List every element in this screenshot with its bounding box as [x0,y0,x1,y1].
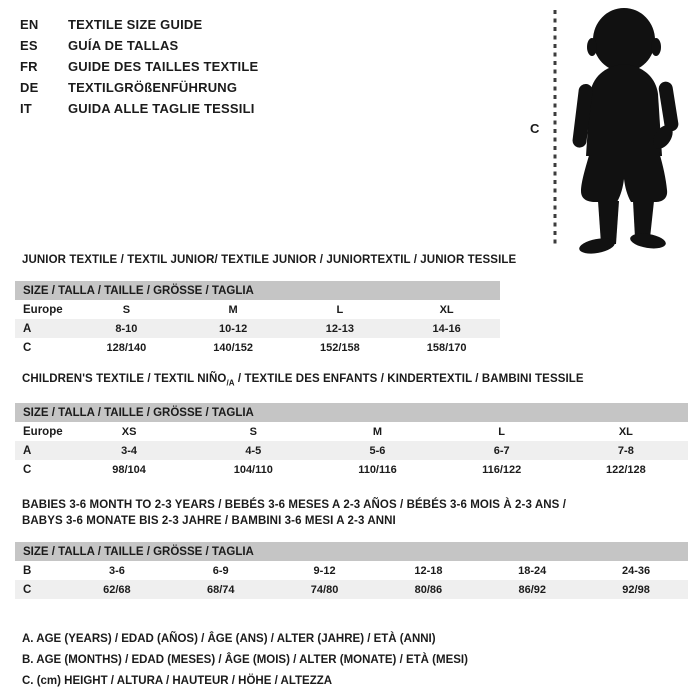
table-cell: 104/110 [233,463,273,476]
table-cell: 12-18 [414,564,443,577]
table-cell: 6-9 [212,564,229,577]
legend-line-b: B. AGE (MONTHS) / EDAD (MESES) / ÂGE (MOIS) / ALTER (MONATE) / ETÀ (MESI) [22,654,468,666]
language-title: TEXTILGRÖßENFÜHRUNG [68,80,238,95]
table-cell: 3-4 [67,441,191,460]
table-cell: 122/128 [605,463,646,476]
table-cell: 80/86 [376,580,480,599]
children-section-title [22,373,584,387]
table-cell: 24-36 [622,564,651,577]
babies-size-table [15,542,688,599]
size-header-bar: SIZE / TALLA / TAILLE / GRÖSSE / TAGLIA [15,542,688,561]
table-cell: 4-5 [191,441,315,460]
language-row-en [20,14,258,35]
language-title: GUIDA ALLE TAGLIE TESSILI [68,101,255,116]
row-label: B [23,564,32,577]
table-cell: S [122,303,131,316]
size-header-bar: SIZE / TALLA / TAILLE / GRÖSSE / TAGLIA [15,281,500,300]
babies-section-title [22,498,566,529]
legend-line-a: A. AGE (YEARS) / EDAD (AÑOS) / ÂGE (ANS) / ALTER (JAHRE) / ETÀ (ANNI) [22,633,436,645]
table-cell: 3-6 [108,564,125,577]
language-title: GUIDE DES TAILLES TEXTILE [68,59,259,74]
children-title-post: / TEXTILE DES ENFANTS / KINDERTEXTIL / BAMBINI TESSILE [234,373,584,385]
table-row [15,441,688,460]
language-row-es [20,35,258,56]
language-title: GUÍA DE TALLAS [68,38,179,53]
language-title: TEXTILE SIZE GUIDE [68,17,203,32]
table-cell: 128/140 [106,341,147,354]
table-row [15,460,688,479]
table-row [15,319,500,338]
junior-section-title: JUNIOR TEXTILE / TEXTIL JUNIOR/ TEXTILE JUNIOR / JUNIORTEXTIL / JUNIOR TESSILE [22,254,517,266]
table-row [15,300,500,319]
table-cell: 92/98 [584,580,688,599]
table-cell: 9-12 [313,564,336,577]
row-label: Europe [23,425,63,438]
toddler-silhouette-icon [560,4,695,254]
table-cell: XL [439,303,454,316]
table-cell: 74/80 [273,580,377,599]
row-label: C [23,341,32,354]
table-header-row [15,403,688,422]
table-header-row [15,542,688,561]
table-cell: M [372,425,383,438]
table-cell: 86/92 [480,580,584,599]
table-cell: 158/170 [426,341,467,354]
table-cell: 6-7 [440,441,564,460]
table-cell: S [249,425,257,438]
language-row-de [20,77,258,98]
children-title-sub: /A [226,378,235,388]
table-cell: M [228,303,238,316]
language-code: IT [20,101,32,116]
table-cell: 68/74 [169,580,273,599]
language-code: ES [20,38,38,53]
height-measure-label: C [530,121,540,136]
row-label: Europe [23,303,63,316]
language-row-it [20,98,258,119]
table-row [15,338,500,357]
table-row [15,561,688,580]
table-cell: XS [121,425,137,438]
language-code: EN [20,17,39,32]
table-cell: L [498,425,506,438]
table-cell: 152/158 [319,341,360,354]
table-cell: 116/122 [482,463,522,476]
children-title-pre: CHILDREN'S TEXTILE / TEXTIL NIÑO [22,373,227,385]
language-code: FR [20,59,38,74]
row-label: A [15,319,73,338]
children-size-table [15,403,688,479]
table-cell: 18-24 [518,564,547,577]
row-label: C [23,463,32,476]
table-row [15,580,688,599]
language-code: DE [20,80,39,95]
table-cell: 62/68 [65,580,169,599]
legend-line-c: C. (cm) HEIGHT / ALTURA / HAUTEUR / HÖHE / ALTEZZA [22,675,333,687]
table-cell: 7-8 [564,441,688,460]
table-row [15,422,688,441]
language-row-fr [20,56,258,77]
junior-size-table [15,281,500,357]
table-cell: 140/152 [213,341,253,354]
table-cell: 12-13 [287,319,394,338]
table-cell: 5-6 [315,441,439,460]
table-cell: 110/116 [358,463,397,476]
table-cell: XL [618,425,633,438]
language-list [20,14,258,119]
table-header-row [15,281,500,300]
babies-title-line2: BABYS 3-6 MONATE BIS 2-3 JAHRE / BAMBINI 3-6 MESI A 2-3 ANNI [22,514,396,527]
table-cell: 8-10 [73,319,180,338]
legend [22,629,468,692]
table-cell: L [336,303,344,316]
table-cell: 14-16 [393,319,500,338]
dashed-height-line-icon [552,10,558,248]
table-cell: 10-12 [180,319,287,338]
row-label: A [15,441,67,460]
babies-title-line1: BABIES 3-6 MONTH TO 2-3 YEARS / BEBÉS 3-6 MESES A 2-3 AÑOS / BÉBÉS 3-6 MOIS À 2-3 ANS / [22,499,566,511]
row-label: C [15,580,65,599]
size-header-bar: SIZE / TALLA / TAILLE / GRÖSSE / TAGLIA [15,403,688,422]
table-cell: 98/104 [112,463,146,476]
